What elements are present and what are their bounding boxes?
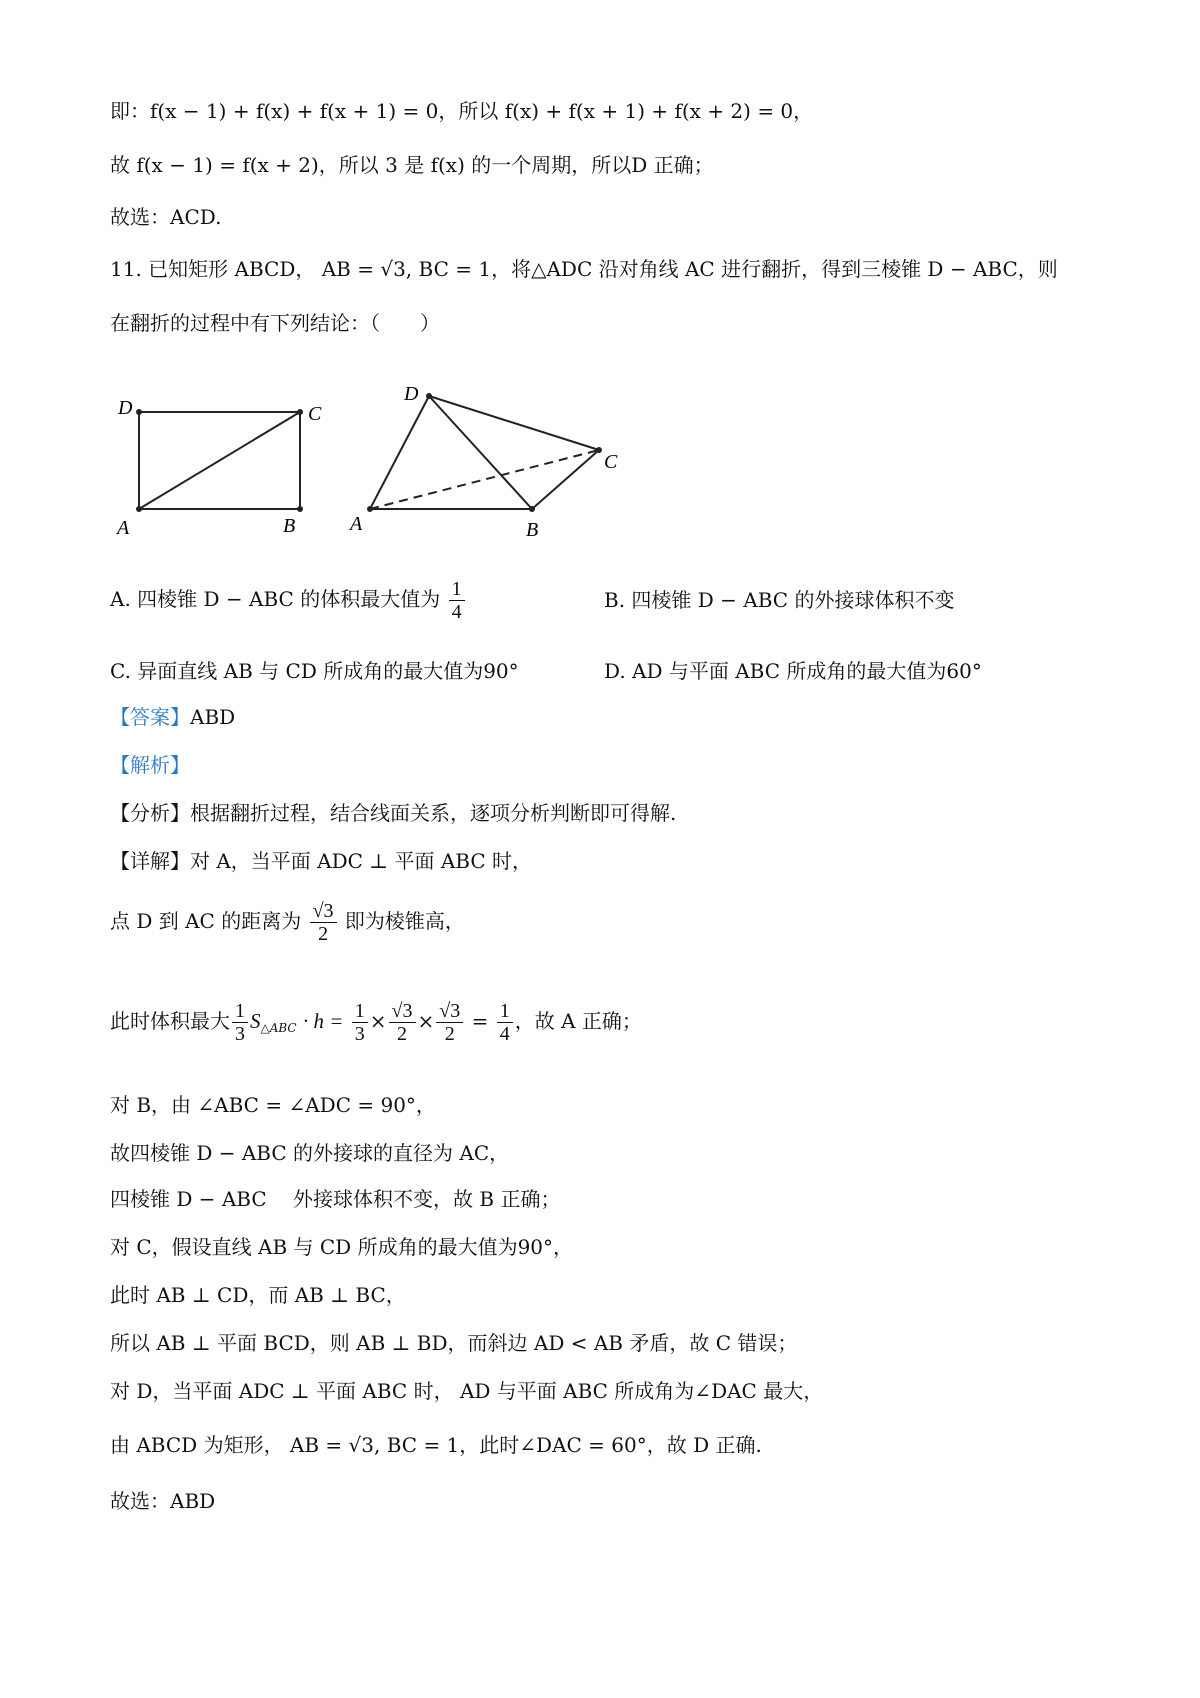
distance-num: √3: [312, 900, 334, 922]
option-c: C. 异面直线 AB 与 CD 所成角的最大值为90°: [110, 659, 519, 683]
volume-frac-4-num: √3: [439, 1000, 461, 1022]
answer-value: ABD: [190, 705, 236, 729]
final-answer-line: 故选：ABD: [110, 1489, 216, 1513]
volume-equals: =: [471, 1009, 489, 1033]
distance-fraction: [310, 900, 337, 945]
rectangle-figure: [115, 397, 322, 539]
question-11-line-2: 在翻折的过程中有下列结论：（ ）: [110, 311, 440, 335]
volume-frac-1-num: 1: [235, 1000, 245, 1022]
rect-label-c: C: [308, 403, 322, 425]
text-line-2: 故 f(x − 1) = f(x + 2)，所以 3 是 f(x) 的一个周期，所以D 正确；: [110, 153, 714, 177]
volume-frac-4: [436, 1000, 463, 1045]
answer-label: 【答案】: [110, 705, 190, 729]
volume-frac-5-num: 1: [499, 1000, 510, 1022]
part-c-line-1: 对 C，假设直线 AB 与 CD 所成角的最大值为90°，: [110, 1235, 574, 1259]
answer-line: [110, 704, 235, 730]
distance-den: 2: [310, 922, 337, 945]
volume-mid: · h =: [302, 1009, 344, 1033]
rect-label-d: D: [118, 397, 133, 419]
volume-frac-2-den: 3: [352, 1022, 368, 1045]
volume-frac-5: [497, 1000, 513, 1045]
part-c-line-2: 此时 AB ⊥ CD，而 AB ⊥ BC，: [110, 1283, 406, 1307]
volume-frac-1-den: 3: [232, 1022, 248, 1045]
rect-label-a: A: [117, 517, 130, 539]
distance-text-end: 即为棱锥高，: [344, 909, 465, 933]
tetra-label-d: D: [404, 383, 419, 405]
question-11-line-1: 11. 已知矩形 ABCD， AB = √3, BC = 1，将△ADC 沿对角线 AC 进行翻折，得到三棱锥 D − ABC，则: [110, 257, 1058, 281]
volume-frac-4-den: 2: [436, 1022, 463, 1045]
volume-times-2: ×: [417, 1009, 435, 1033]
volume-times-1: ×: [369, 1009, 387, 1033]
distance-text: 点 D 到 AC 的距离为: [110, 909, 302, 933]
part-b-line-1: 对 B，由 ∠ABC = ∠ADC = 90°，: [110, 1093, 436, 1117]
tetra-label-a: A: [350, 513, 363, 535]
tetra-label-b: B: [526, 519, 539, 541]
volume-frac-3-num: √3: [391, 1000, 413, 1022]
volume-s-sub: △ABC: [260, 1021, 297, 1035]
volume-line: [110, 1000, 642, 1045]
fenxi-line: 【分析】根据翻折过程，结合线面关系，逐项分析判断即可得解.: [110, 801, 677, 825]
volume-text-end: ，故 A 正确；: [514, 1009, 642, 1033]
volume-frac-1: [232, 1000, 248, 1045]
text-line-3: 故选：ACD.: [110, 205, 222, 229]
volume-frac-3: [389, 1000, 416, 1045]
jiexi-label: 【解析】: [110, 753, 190, 777]
part-c-line-3: 所以 AB ⊥ 平面 BCD，则 AB ⊥ BD，而斜边 AD < AB 矛盾，故 C 错误；: [110, 1331, 798, 1355]
option-a-fraction: [449, 578, 465, 623]
option-b: B. 四棱锥 D − ABC 的外接球体积不变: [604, 588, 955, 612]
distance-line: [110, 900, 465, 945]
option-a-num: 1: [451, 578, 462, 600]
volume-text: 此时体积最大: [110, 1009, 230, 1033]
option-d: D. AD 与平面 ABC 所成角的最大值为60°: [604, 659, 982, 683]
volume-s: S: [250, 1009, 261, 1033]
volume-frac-3-den: 2: [389, 1022, 416, 1045]
tetra-label-c: C: [604, 451, 618, 473]
xiangjie-line: 【详解】对 A，当平面 ADC ⊥ 平面 ABC 时，: [110, 849, 532, 873]
volume-frac-2-num: 1: [354, 1000, 365, 1022]
part-d-line-1: 对 D，当平面 ADC ⊥ 平面 ABC 时， AD 与平面 ABC 所成角为∠DAC 最大，: [110, 1379, 824, 1403]
volume-frac-5-den: 4: [497, 1022, 513, 1045]
option-a-text: A. 四棱锥 D − ABC 的体积最大值为: [110, 587, 441, 611]
text-line-1: 即：f(x − 1) + f(x) + f(x + 1) = 0，所以 f(x) + f(x + 1) + f(x + 2) = 0，: [110, 99, 814, 123]
tetrahedron-figure: [348, 383, 618, 541]
volume-frac-2: [352, 1000, 368, 1045]
geometry-figure: [0, 0, 1200, 560]
part-b-line-3: 四棱锥 D − ABC 外接球体积不变，故 B 正确；: [110, 1187, 561, 1211]
option-a-den: 4: [449, 600, 465, 623]
rect-label-b: B: [283, 515, 296, 537]
part-d-line-2: 由 ABCD 为矩形， AB = √3, BC = 1，此时∠DAC = 60°，故 D 正确.: [110, 1433, 762, 1457]
option-a: [110, 578, 467, 623]
part-b-line-2: 故四棱锥 D − ABC 的外接球的直径为 AC，: [110, 1141, 510, 1165]
